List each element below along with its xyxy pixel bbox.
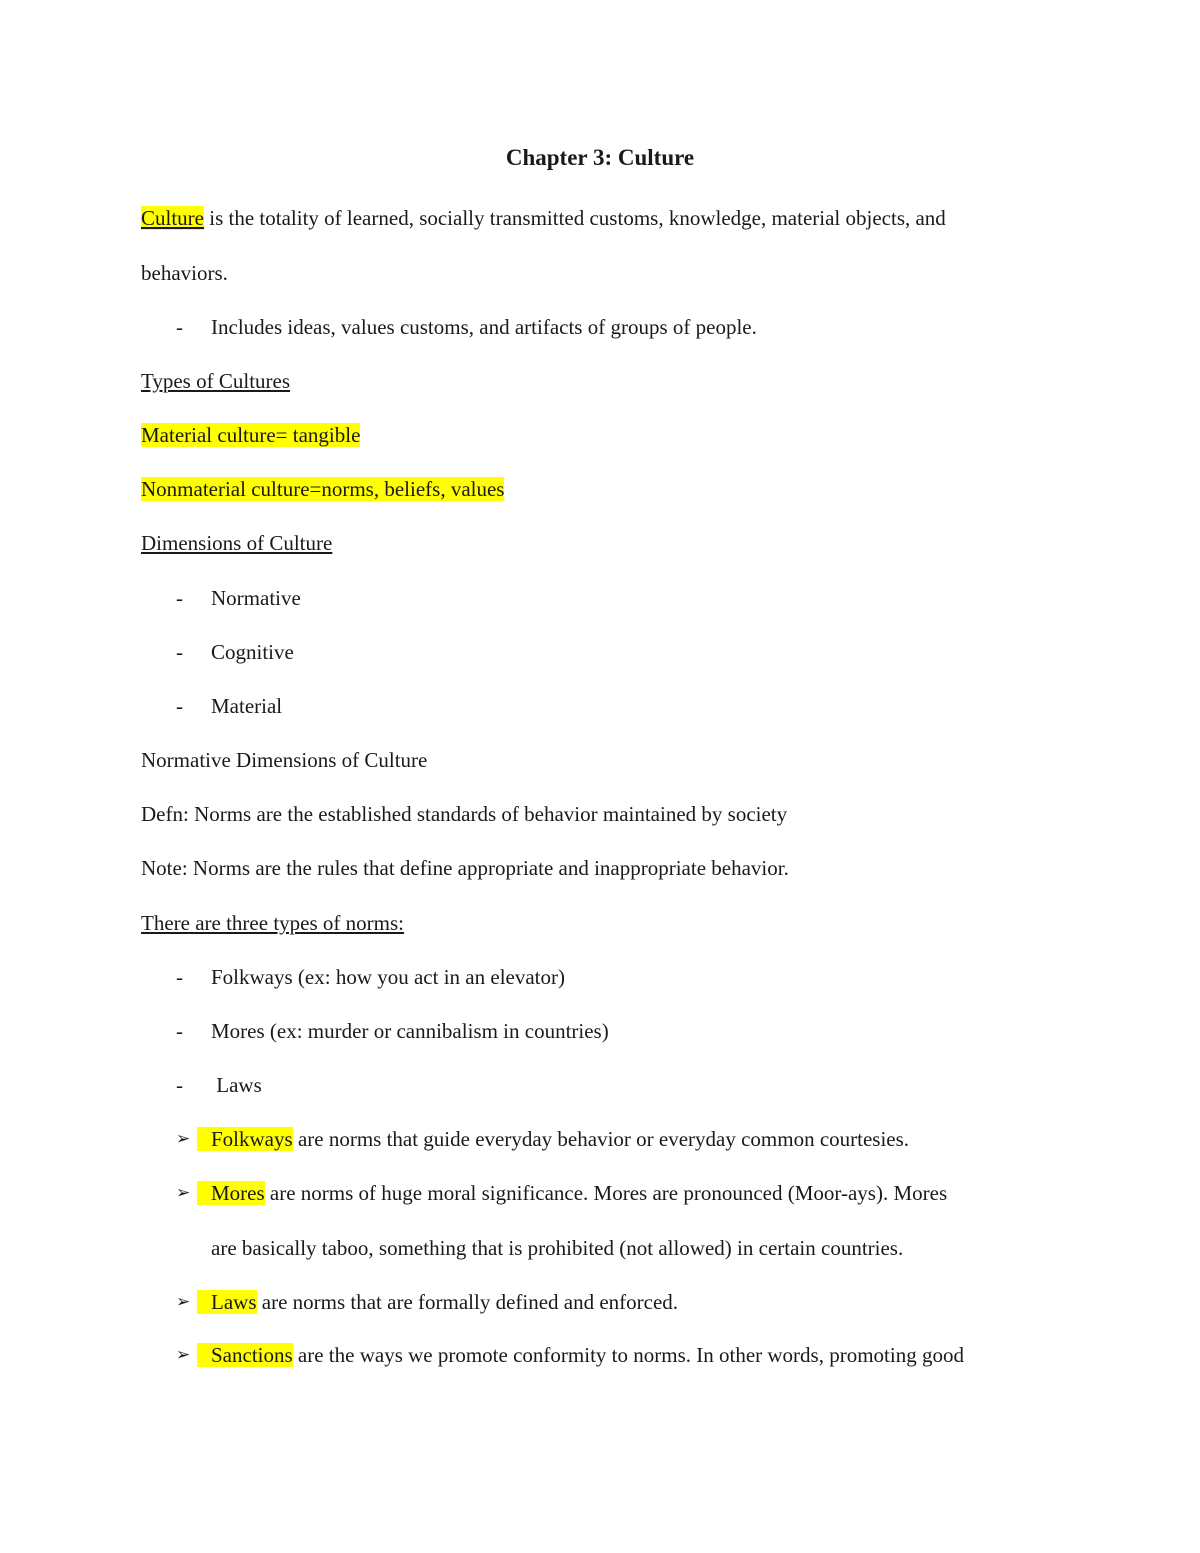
- norm-type-item: Laws: [211, 1073, 262, 1097]
- nonmaterial-culture: Nonmaterial culture=norms, beliefs, values: [141, 477, 505, 501]
- dash-marker: -: [176, 315, 183, 339]
- norm-type-item: Mores (ex: murder or cannibalism in countries): [211, 1019, 609, 1043]
- intro-line-1: [141, 205, 946, 231]
- term-culture: Culture: [141, 206, 204, 230]
- term-sanctions: Sanctions: [197, 1343, 293, 1367]
- definition-line: Defn: Norms are the established standards of behavior maintained by society: [141, 802, 788, 826]
- definition-mores-continuation: are basically taboo, something that is prohibited (not allowed) in certain countries.: [211, 1236, 904, 1260]
- norm-types-heading: There are three types of norms:: [141, 911, 404, 935]
- definition-laws: [197, 1289, 678, 1315]
- dash-marker: -: [176, 586, 183, 610]
- definition-text: are norms of huge moral significance. Mores are pronounced (Moor-ays). Mores: [264, 1181, 948, 1205]
- dash-marker: -: [176, 1073, 183, 1097]
- material-culture: Material culture= tangible: [141, 423, 361, 447]
- definition-mores: [197, 1180, 947, 1206]
- arrow-bullet-icon: ➢: [176, 1129, 191, 1149]
- dimensions-heading: Dimensions of Culture: [141, 531, 333, 555]
- types-heading: Types of Cultures: [141, 369, 291, 393]
- dimension-item: Normative: [211, 586, 301, 610]
- dash-marker: -: [176, 640, 183, 664]
- term-mores: Mores: [197, 1181, 265, 1205]
- intro-bullet: Includes ideas, values customs, and artifacts of groups of people.: [211, 315, 757, 339]
- definition-text: are norms that are formally defined and enforced.: [256, 1290, 679, 1314]
- dash-marker: -: [176, 965, 183, 989]
- intro-text: is the totality of learned, socially transmitted customs, knowledge, material objects, and: [204, 206, 946, 230]
- term-laws: Laws: [197, 1290, 257, 1314]
- dash-marker: -: [176, 694, 183, 718]
- norm-type-item: Folkways (ex: how you act in an elevator): [211, 965, 565, 989]
- dimension-item: Material: [211, 694, 283, 718]
- normative-heading: Normative Dimensions of Culture: [141, 748, 428, 772]
- material-culture-line: [141, 422, 360, 448]
- note-line: Note: Norms are the rules that define appropriate and inappropriate behavior.: [141, 856, 789, 880]
- definition-text: are the ways we promote conformity to norms. In other words, promoting good: [292, 1343, 964, 1367]
- arrow-bullet-icon: ➢: [176, 1345, 191, 1365]
- dash-marker: -: [176, 1019, 183, 1043]
- arrow-bullet-icon: ➢: [176, 1292, 191, 1312]
- page-title: Chapter 3: Culture: [505, 145, 695, 170]
- intro-line-2: behaviors.: [141, 261, 228, 285]
- term-folkways: Folkways: [197, 1127, 293, 1151]
- nonmaterial-culture-line: [141, 476, 504, 502]
- dimension-item: Cognitive: [211, 640, 294, 664]
- definition-sanctions: [197, 1342, 964, 1368]
- definition-folkways: [197, 1126, 909, 1152]
- definition-text: are norms that guide everyday behavior or everyday common courtesies.: [292, 1127, 910, 1151]
- arrow-bullet-icon: ➢: [176, 1183, 191, 1203]
